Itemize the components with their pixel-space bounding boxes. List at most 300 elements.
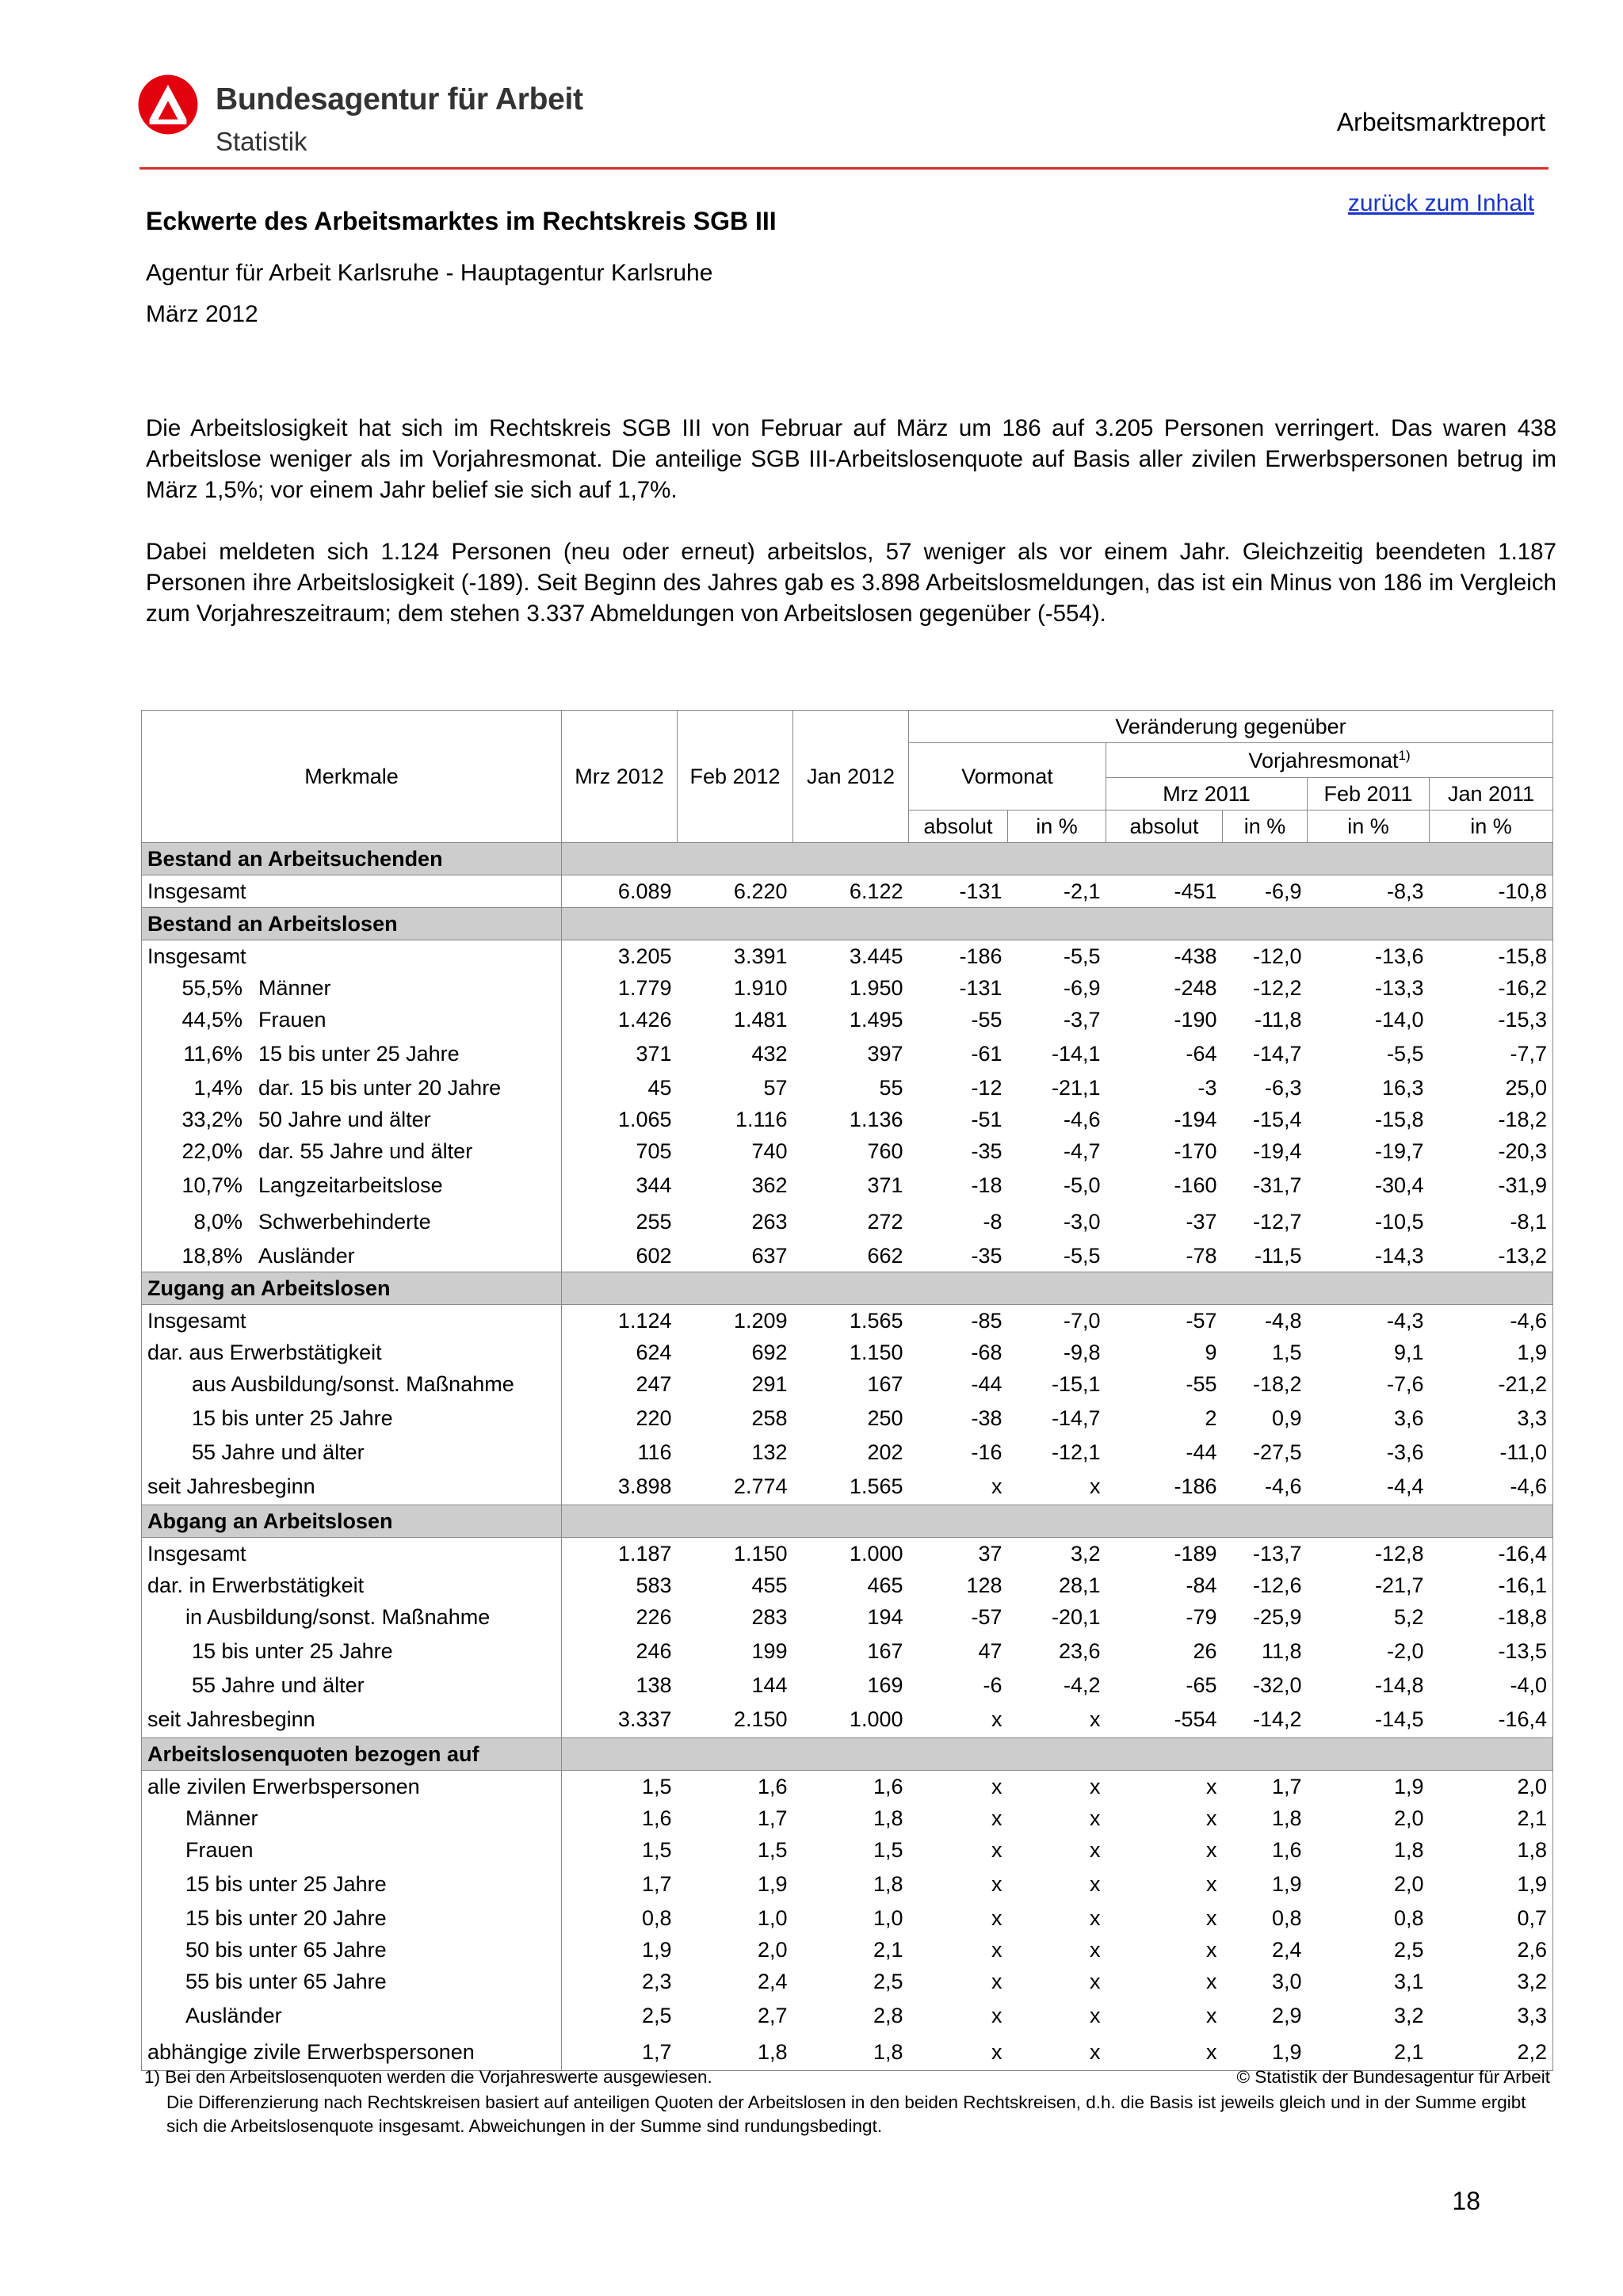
table-row: [142, 875, 1553, 908]
table-cell: 2,6: [1430, 1934, 1553, 1966]
table-cell: 3,0: [1271, 1969, 1302, 1993]
table-cell: x: [1206, 1937, 1217, 1962]
table-cell: 0,8: [1271, 1905, 1302, 1930]
table-cell: 1.124: [617, 1308, 672, 1333]
table-cell: -8,3: [1386, 879, 1424, 903]
table-row: [142, 1966, 1553, 1997]
table-cell: -14,3: [1374, 1243, 1424, 1268]
table-cell: -37: [1186, 1209, 1217, 1234]
row-label-text: Insgesamt: [147, 1308, 246, 1333]
table-cell: 1.565: [849, 1474, 903, 1498]
row-share: 11,6%: [183, 1041, 242, 1066]
table-cell: -12: [971, 1075, 1002, 1100]
table-cell: 55: [879, 1075, 903, 1100]
table-cell: -16: [971, 1440, 1002, 1464]
table-cell: -14,1: [1051, 1041, 1101, 1066]
table-cell: 255: [636, 1209, 672, 1234]
table-cell: x: [1206, 1806, 1217, 1830]
report-label: Arbeitsmarktreport: [1336, 108, 1545, 136]
header-feb-2012: Feb 2012: [678, 711, 793, 843]
section-header: [142, 908, 1553, 940]
row-share: 8,0%: [193, 1209, 242, 1234]
row-share: 22,0%: [181, 1138, 242, 1163]
table-cell: -85: [971, 1308, 1002, 1333]
table-cell: -6,9: [1063, 975, 1101, 1000]
table-cell: 1,7: [641, 1871, 672, 1896]
table-cell: x: [1090, 1806, 1101, 1830]
table-cell: 1.136: [849, 1107, 903, 1131]
table-cell: -15,3: [1430, 1004, 1553, 1035]
table-cell: 2,0: [757, 1937, 788, 1962]
table-cell: -21,1: [1051, 1075, 1101, 1100]
table-cell: 1,8: [1430, 1834, 1553, 1866]
table-cell: 2,1: [873, 1937, 903, 1962]
table-cell: 258: [751, 1405, 788, 1430]
table-cell: 1.150: [733, 1541, 788, 1566]
row-label: [142, 1400, 562, 1436]
table-cell: -20,1: [1051, 1604, 1101, 1629]
section-fill: [562, 843, 1553, 875]
table-cell: 247: [636, 1371, 672, 1396]
table-cell: 1,7: [1271, 1774, 1302, 1798]
row-label: [142, 1167, 562, 1203]
table-cell: x: [991, 2003, 1002, 2027]
table-cell: 2,7: [757, 2003, 788, 2027]
table-cell: 45: [647, 1075, 672, 1100]
row-label-text: in Ausbildung/sonst. Maßnahme: [185, 1604, 491, 1629]
table-cell: x: [1090, 1837, 1101, 1862]
table-cell: -12,2: [1252, 975, 1302, 1000]
table-cell: 47: [978, 1638, 1002, 1663]
table-cell: 371: [867, 1173, 903, 1197]
table-cell: x: [1206, 1905, 1217, 1930]
table-cell: x: [1206, 1969, 1217, 1993]
table-cell: -186: [1174, 1474, 1217, 1498]
table-cell: 132: [751, 1440, 788, 1464]
section-header: [142, 1272, 1553, 1305]
table-cell: 1,6: [873, 1774, 903, 1798]
table-cell: 3,2: [1430, 1966, 1553, 1997]
table-cell: 637: [751, 1243, 788, 1268]
table-cell: -451: [1174, 879, 1217, 903]
table-row: [142, 1368, 1553, 1400]
table-row: [142, 1203, 1553, 1240]
table-cell: 2,1: [1430, 1802, 1553, 1834]
table-cell: 2,5: [1393, 1937, 1424, 1962]
table-cell: x: [991, 1837, 1002, 1862]
table-cell: 6.089: [617, 879, 672, 903]
table-cell: -190: [1174, 1007, 1217, 1032]
table-cell: -4,7: [1063, 1138, 1101, 1163]
section-title: Abgang an Arbeitslosen: [142, 1505, 562, 1538]
report-period: März 2012: [146, 301, 258, 327]
table-row: [142, 972, 1553, 1004]
row-label-text: seit Jahresbeginn: [147, 1474, 315, 1498]
table-cell: 1,9: [1430, 1337, 1553, 1368]
table-cell: -14,7: [1252, 1041, 1302, 1066]
row-label-text: 15 bis unter 25 Jahre: [192, 1405, 393, 1430]
back-to-contents-link[interactable]: zurück zum Inhalt: [1347, 190, 1534, 216]
table-cell: -10,5: [1374, 1209, 1424, 1234]
row-share: 1,4%: [193, 1075, 242, 1100]
section-fill: [562, 1738, 1553, 1771]
table-cell: -4,6: [1264, 1474, 1302, 1498]
row-label-text: dar. in Erwerbstätigkeit: [147, 1573, 365, 1597]
table-cell: x: [1090, 2003, 1101, 2027]
table-cell: 167: [867, 1638, 903, 1663]
table-cell: 0,7: [1430, 1902, 1553, 1934]
table-cell: x: [991, 1707, 1002, 1731]
table-cell: -55: [971, 1007, 1002, 1032]
row-label: [142, 1337, 562, 1368]
table-cell: 1,5: [1271, 1340, 1302, 1364]
row-label: [142, 1203, 562, 1240]
section-header: [142, 843, 1553, 875]
table-cell: 362: [751, 1173, 788, 1197]
table-cell: 1.495: [849, 1007, 903, 1032]
table-cell: 1.910: [733, 975, 788, 1000]
table-cell: -14,8: [1374, 1672, 1424, 1697]
table-cell: 1.187: [617, 1541, 672, 1566]
table-cell: 397: [867, 1041, 903, 1066]
table-cell: -21,2: [1430, 1368, 1553, 1400]
table-cell: -554: [1174, 1707, 1217, 1731]
row-label-text: Langzeitarbeitslose: [258, 1173, 443, 1197]
table-cell: 3,3: [1430, 1997, 1553, 2034]
table-cell: -5,0: [1063, 1173, 1101, 1197]
table-cell: 3,6: [1393, 1405, 1424, 1430]
table-cell: -20,3: [1430, 1135, 1553, 1167]
table-cell: -14,7: [1051, 1405, 1101, 1430]
footnote-methodology: Die Differenzierung nach Rechtskreisen basiert auf anteiligen Quoten der Arbeitslosen in den beiden Rechtskreisen, d.h. die Basis ist jeweils gleich und in der Summe ergibt sich die Arbeitslosenquote insgesamt. Abweichungen in der Summe sind rundungsbedingt.: [166, 2092, 1526, 2136]
table-cell: 1,7: [562, 2034, 678, 2071]
table-row: [142, 1934, 1553, 1966]
table-cell: 3.205: [617, 944, 672, 968]
row-share: 18,8%: [181, 1243, 242, 1268]
table-cell: -61: [971, 1041, 1002, 1066]
table-cell: -15,8: [1430, 940, 1553, 973]
table-cell: x: [1008, 2034, 1106, 2071]
table-row: [142, 1400, 1553, 1436]
table-cell: -31,9: [1430, 1167, 1553, 1203]
table-cell: -13,6: [1374, 944, 1424, 968]
table-cell: -11,5: [1254, 1243, 1302, 1268]
row-label: [142, 875, 562, 908]
table-cell: 662: [867, 1243, 903, 1268]
table-row: [142, 1569, 1553, 1601]
table-cell: -8,1: [1430, 1203, 1553, 1240]
table-cell: -18,2: [1252, 1371, 1302, 1396]
table-cell: 1,5: [641, 1837, 672, 1862]
row-label: [142, 1072, 562, 1104]
agency-name: Agentur für Arbeit Karlsruhe - Hauptagentur Karlsruhe: [146, 260, 713, 286]
table-cell: -79: [1186, 1604, 1217, 1629]
table-cell: 272: [867, 1209, 903, 1234]
table-cell: -44: [1186, 1440, 1217, 1464]
table-cell: 3,3: [1430, 1400, 1553, 1436]
header-in-pct: in %: [1223, 810, 1308, 843]
table-cell: x: [991, 1937, 1002, 1962]
ba-logo-icon: [137, 74, 199, 135]
table-cell: 1.000: [849, 1707, 903, 1731]
table-cell: 3.898: [617, 1474, 672, 1498]
row-label: [142, 1538, 562, 1570]
table-cell: -4,6: [1430, 1468, 1553, 1505]
table-cell: 1.000: [849, 1541, 903, 1566]
table-cell: 692: [751, 1340, 788, 1364]
table-row: [142, 1633, 1553, 1669]
table-cell: 3,2: [1070, 1541, 1101, 1566]
table-cell: -25,9: [1252, 1604, 1302, 1629]
table-cell: x: [1206, 1871, 1217, 1896]
table-cell: -2,1: [1063, 879, 1101, 903]
table-cell: 455: [751, 1573, 788, 1597]
table-cell: -44: [971, 1371, 1002, 1396]
table-cell: -35: [971, 1138, 1002, 1163]
table-cell: -6,3: [1264, 1075, 1302, 1100]
table-cell: x: [991, 1474, 1002, 1498]
table-cell: -30,4: [1374, 1173, 1424, 1197]
row-share: 10,7%: [181, 1173, 242, 1197]
table-cell: -12,7: [1252, 1209, 1302, 1234]
header-merkmale: Merkmale: [142, 711, 562, 843]
row-label: [142, 1771, 562, 1803]
table-cell: 250: [867, 1405, 903, 1430]
table-cell: -19,7: [1374, 1138, 1424, 1163]
row-label-text: seit Jahresbeginn: [147, 1707, 315, 1731]
summary-paragraph-1: Die Arbeitslosigkeit hat sich im Rechtskreis SGB III von Februar auf März um 186 auf 3.205 Personen verringert. Das waren 438 Arbeitslose weniger als im Vorjahresmonat. Die anteilige SGB III-Arbeitslosenquote auf Basis aller zivilen Erwerbspersonen betrug im März 1,5%; vor einem Jahr belief sie sich auf 1,7%.: [146, 415, 1556, 503]
table-cell: 144: [751, 1672, 788, 1697]
section-header: [142, 1505, 1553, 1538]
table-cell: -4,6: [1430, 1305, 1553, 1337]
row-label: [142, 1035, 562, 1072]
header-absolut: absolut: [1106, 810, 1223, 843]
table-cell: 2.774: [733, 1474, 788, 1498]
table-cell: 1,8: [873, 1806, 903, 1830]
table-row: [142, 1866, 1553, 1902]
table-cell: 167: [867, 1371, 903, 1396]
table-cell: -16,4: [1430, 1701, 1553, 1738]
table-cell: 2,0: [1430, 1771, 1553, 1803]
row-label-text: Insgesamt: [147, 944, 246, 968]
table-cell: 220: [636, 1405, 672, 1430]
table-cell: 2,0: [1393, 1871, 1424, 1896]
table-cell: 1,8: [873, 1871, 903, 1896]
table-cell: x: [909, 2034, 1008, 2071]
table-cell: -21,7: [1374, 1573, 1424, 1597]
table-cell: 9,1: [1393, 1340, 1424, 1364]
row-label: [142, 1802, 562, 1834]
row-label-text: 55 bis unter 65 Jahre: [185, 1969, 387, 1993]
table-cell: 199: [751, 1638, 788, 1663]
row-label: [142, 1468, 562, 1505]
table-cell: 2,1: [1308, 2034, 1430, 2071]
row-label-text: 55 Jahre und älter: [192, 1440, 365, 1464]
table-cell: -16,2: [1430, 972, 1553, 1004]
table-row: [142, 1601, 1553, 1633]
header-absolut: absolut: [909, 810, 1008, 843]
table-cell: 246: [636, 1638, 672, 1663]
table-cell: -14,2: [1252, 1707, 1302, 1731]
table-cell: -5,5: [1386, 1041, 1424, 1066]
table-cell: 2: [1205, 1405, 1217, 1430]
table-cell: -4,6: [1063, 1107, 1101, 1131]
row-label: [142, 1669, 562, 1701]
table-cell: -4,2: [1063, 1672, 1101, 1697]
table-cell: -13,2: [1430, 1240, 1553, 1272]
row-label: [142, 1436, 562, 1468]
row-label-text: Ausländer: [185, 2003, 282, 2027]
table-cell: x: [991, 1871, 1002, 1896]
table-row: [142, 1669, 1553, 1701]
row-label: [142, 1902, 562, 1934]
row-label-text: 15 bis unter 20 Jahre: [185, 1905, 387, 1930]
row-label: [142, 1368, 562, 1400]
row-label-text: Frauen: [258, 1007, 327, 1032]
table-row: [142, 940, 1553, 973]
table-cell: 1.065: [617, 1107, 672, 1131]
table-cell: 5,2: [1393, 1604, 1424, 1629]
table-cell: -131: [959, 879, 1002, 903]
table-cell: -16,4: [1430, 1538, 1553, 1570]
table-cell: x: [1090, 1937, 1101, 1962]
row-label-text: 50 bis unter 65 Jahre: [185, 1937, 387, 1962]
section-title: Arbeitslosenquoten bezogen auf: [142, 1738, 562, 1771]
table-cell: -248: [1174, 975, 1217, 1000]
row-label-text: abhängige zivile Erwerbspersonen: [147, 2039, 475, 2064]
row-label-text: dar. 15 bis unter 20 Jahre: [258, 1075, 502, 1100]
row-label: [142, 1934, 562, 1966]
table-cell: -27,5: [1252, 1440, 1302, 1464]
table-cell: 1.565: [849, 1308, 903, 1333]
table-row: [142, 1802, 1553, 1834]
table-cell: -4,0: [1430, 1669, 1553, 1701]
header-mrz-2011: Mrz 2011: [1106, 778, 1308, 810]
table-cell: 1,7: [757, 1806, 788, 1830]
header-vormonat: Vormonat: [909, 743, 1106, 810]
table-cell: x: [1206, 1774, 1217, 1798]
table-row: [142, 1072, 1553, 1104]
row-label-text: 50 Jahre und älter: [258, 1107, 431, 1131]
table-cell: -32,0: [1252, 1672, 1302, 1697]
table-cell: x: [1090, 1474, 1101, 1498]
table-cell: 9: [1205, 1340, 1217, 1364]
footnote: 1) Bei den Arbeitslosenquoten werden die Vorjahreswerte ausgewiesen.: [144, 2067, 712, 2087]
table-cell: -15,4: [1252, 1107, 1302, 1131]
header-change: Veränderung gegenüber: [909, 711, 1553, 743]
table-cell: -18,2: [1430, 1104, 1553, 1135]
table-cell: -15,1: [1051, 1371, 1101, 1396]
table-cell: -11,8: [1254, 1007, 1302, 1032]
table-cell: 1.950: [849, 975, 903, 1000]
table-cell: 602: [636, 1243, 672, 1268]
row-label-text: 15 bis unter 25 Jahre: [185, 1871, 387, 1896]
table-cell: 37: [978, 1541, 1002, 1566]
table-cell: -18,8: [1430, 1601, 1553, 1633]
table-cell: 26: [1193, 1638, 1217, 1663]
row-label: [142, 1569, 562, 1601]
table-cell: x: [991, 1905, 1002, 1930]
table-cell: 3.445: [849, 944, 903, 968]
header-in-pct: in %: [1308, 810, 1430, 843]
table-cell: 432: [751, 1041, 788, 1066]
table-cell: 1,6: [757, 1774, 788, 1798]
table-cell: -31,7: [1252, 1173, 1302, 1197]
table-cell: -11,0: [1430, 1436, 1553, 1468]
section-title: Zugang an Arbeitslosen: [142, 1272, 562, 1305]
table-cell: 344: [636, 1173, 672, 1197]
table-cell: 624: [636, 1340, 672, 1364]
table-cell: 1,8: [678, 2034, 793, 2071]
row-share: 55,5%: [181, 975, 242, 1000]
table-cell: 1,5: [641, 1774, 672, 1798]
table-cell: -160: [1174, 1173, 1217, 1197]
row-label-text: 15 bis unter 25 Jahre: [192, 1638, 393, 1663]
table-cell: 583: [636, 1573, 672, 1597]
table-row: [142, 1997, 1553, 2034]
table-cell: -57: [971, 1604, 1002, 1629]
table-cell: -170: [1174, 1138, 1217, 1163]
table-cell: 1,9: [757, 1871, 788, 1896]
table-cell: 2,9: [1271, 2003, 1302, 2027]
table-cell: x: [1206, 2003, 1217, 2027]
table-cell: 1.209: [733, 1308, 788, 1333]
row-label-text: dar. 55 Jahre und älter: [258, 1138, 473, 1163]
table-cell: 1,9: [1430, 1866, 1553, 1902]
row-label-text: 55 Jahre und älter: [192, 1672, 365, 1697]
table-cell: -15,8: [1374, 1107, 1424, 1131]
table-cell: -3,0: [1063, 1209, 1101, 1234]
table-row: [142, 1167, 1553, 1203]
table-cell: 760: [867, 1138, 903, 1163]
table-cell: -78: [1186, 1243, 1217, 1268]
row-label-text: Männer: [258, 975, 331, 1000]
table-cell: x: [991, 1806, 1002, 1830]
table-row: [142, 1004, 1553, 1035]
row-label: [142, 2034, 562, 2071]
table-cell: 1,9: [1271, 1871, 1302, 1896]
table-cell: -14,5: [1374, 1707, 1424, 1731]
table-cell: -10,8: [1430, 875, 1553, 908]
table-cell: 1,8: [1271, 1806, 1302, 1830]
table-cell: 2,4: [757, 1969, 788, 1993]
table-cell: x: [1090, 1707, 1101, 1731]
table-cell: -9,8: [1063, 1340, 1101, 1364]
table-cell: -13,5: [1430, 1633, 1553, 1669]
section-fill: [562, 1505, 1553, 1538]
section-fill: [562, 1272, 1553, 1305]
row-share: 33,2%: [181, 1107, 242, 1131]
table-row: [142, 1337, 1553, 1368]
row-label: [142, 1701, 562, 1738]
table-cell: -4,3: [1386, 1308, 1424, 1333]
table-cell: -4,4: [1386, 1474, 1424, 1498]
table-cell: 16,3: [1381, 1075, 1424, 1100]
row-label-text: Insgesamt: [147, 1541, 246, 1566]
section-title: Bestand an Arbeitslosen: [142, 908, 562, 940]
row-label: [142, 1305, 562, 1337]
page-number: 18: [1452, 2187, 1480, 2215]
table-cell: 28,1: [1058, 1573, 1101, 1597]
row-label: [142, 972, 562, 1004]
table-cell: -6,9: [1264, 879, 1302, 903]
table-cell: -55: [1186, 1371, 1217, 1396]
table-cell: 2,5: [641, 2003, 672, 2027]
table-cell: 0,8: [641, 1905, 672, 1930]
table-cell: 138: [636, 1672, 672, 1697]
table-cell: 128: [966, 1573, 1002, 1597]
table-cell: -51: [971, 1107, 1002, 1131]
